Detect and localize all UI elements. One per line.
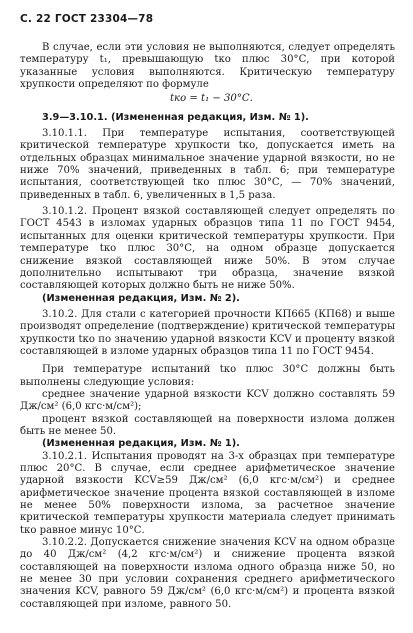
paragraph-ductile-percent: процент вязкой составляющей на поверхности излома должен быть не менее 50. [20,413,395,437]
paragraph-3-10-2-2: 3.10.2.2. Допускается снижение значения KCV на одном образце до 40 Дж/см² (4,2 кгс·м/см²) и снижение процента вязкой составляющей на поверхности излома одного образца ниже 50, но не менее 30 при условии сохранения среднего арифметического значения KCV, равного 59 Дж/см² (6,0 кгс·м/см²) и процента вязкой составляющей при изломе, равного 50. [20,537,395,610]
paragraph-average-kcv: среднее значение ударной вязкости KCV должно составлять 59 Дж/см² (6,0 кгс·м/см²); [20,388,395,413]
amendment-note-2: (Измененная редакция, Изм. № 2). [42,292,240,304]
amendment-note-1: 3.9—3.10.1. (Измененная редакция, Изм. № 1). [42,111,309,123]
paragraph-3-10-1-1: 3.10.1.1. При температуре испытания, соответствующей критической температуре хрупкости tко, допускается иметь на отдельных образцах минимальное значение ударной вязкости, но не ниже 70% значений, приведенных в табл. 6; при температуре испытания, соответствующей tко плюс 30°С, — 70% значений, приведенных в табл. 6, увеличенных в 1,5 раза. [20,128,395,201]
formula: tко = t₁ − 30°С. [170,93,253,105]
paragraph-intro: В случае, если эти условия не выполняются, следует определять температуру t₁, превышающую tко плюс 30°С, при которой указанные условия выполняются. Критическую температуру хрупкости определяют по формуле [20,42,395,91]
paragraph-3-10-1-2: 3.10.1.2. Процент вязкой составляющей следует определять по ГОСТ 4543 в изломах ударных образцов типа 11 по ГОСТ 9454, испытанных для оценки критической температуры хрупкости. При температуре tко плюс 30°С, на одном образце допускается снижение вязкой составляющей ниже 50%. В этом случае дополнительно испытывают три образца, значение вязкой составляющей которых должно быть не ниже 50%. [20,206,395,292]
amendment-note-3: (Измененная редакция, Изм. № 1). [42,438,240,450]
paragraph-conditions: При температуре испытаний tко плюс 30°С должны быть выполнены следующие условия: [20,364,395,388]
paragraph-3-10-2-1: 3.10.2.1. Испытания проводят на 3-х образцах при температуре плюс 20°С. В случае, если среднее арифметическое значение ударной вязкости KCV≥59 Дж/см² (6,0 кгс·м/см²) и среднее арифметическое значение процента вязкой составляющей в изломе не менее 50% поверхности излома, за расчетное значение критической температуры хрупкости материала следует принимать tко равное минус 10°С. [20,450,395,536]
page-header: С. 22 ГОСТ 23304—78 [20,13,154,25]
paragraph-3-10-2: 3.10.2. Для стали с категорией прочности КП665 (КП68) и выше производят определение (подтверждение) критической температуры хрупкости tко по значению ударной вязкости KCV и проценту вязкой составляющей в изломе ударных образцов типа 11 по ГОСТ 9454. [20,308,395,357]
